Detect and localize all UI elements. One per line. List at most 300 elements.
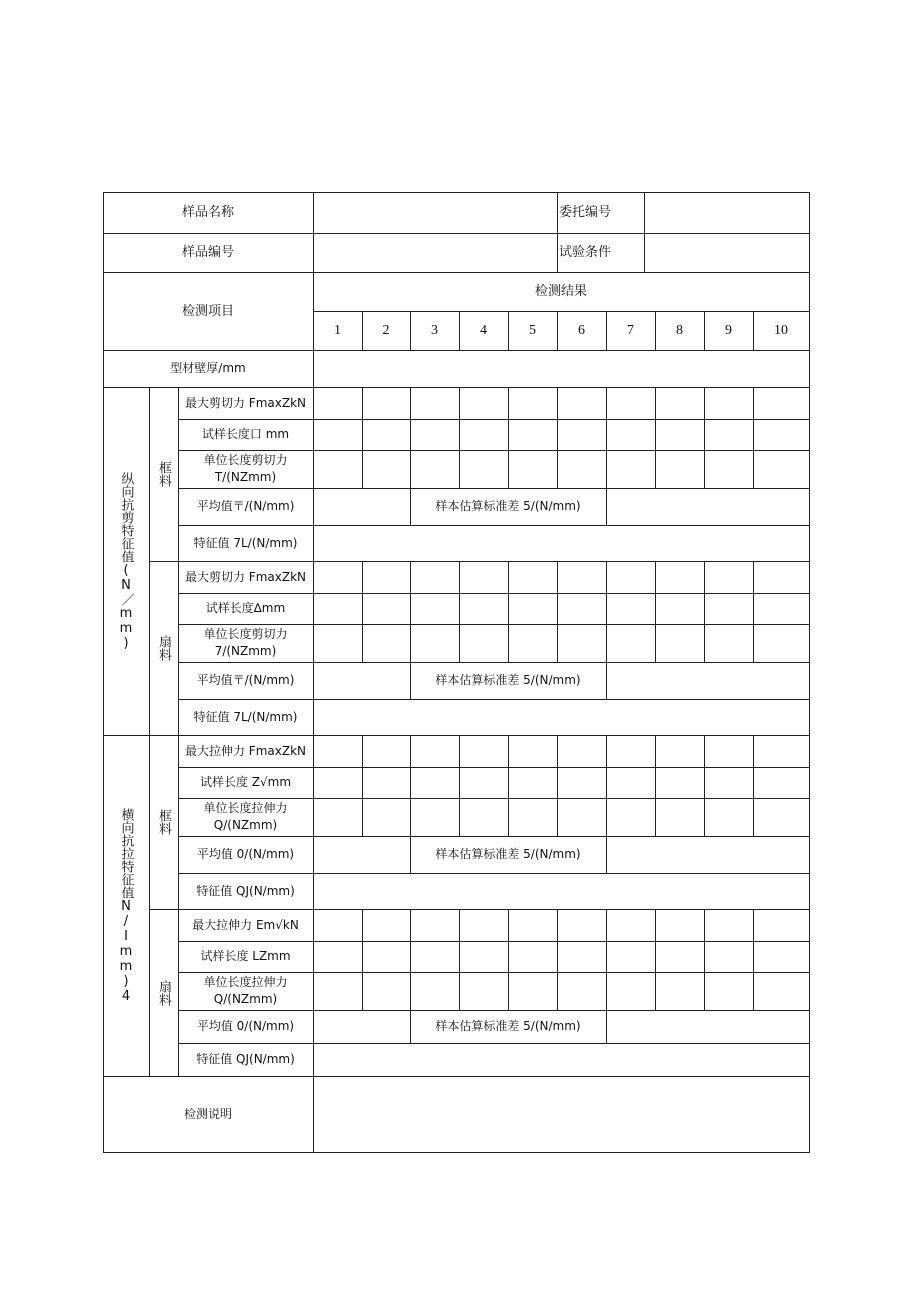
trans-sash-result-cell[interactable] [459, 909, 508, 941]
trans-frame-length-label [178, 767, 313, 798]
sample-no-label-text: 样品编号 [181, 245, 234, 260]
long-frame-length-label [178, 419, 313, 450]
longitudinal-section-label-text: 纵向抗剪特征值(N／mm) [118, 471, 134, 651]
table-rule [557, 192, 558, 273]
table-rule [606, 662, 607, 700]
long-frame-unit-force-text: 单位长度剪切力 [203, 453, 288, 467]
table-rule [606, 909, 607, 1011]
trans-frame-result-cell[interactable] [508, 735, 557, 767]
trans-sash-result-cell[interactable] [410, 972, 459, 1010]
thickness-label [103, 350, 313, 387]
long-sash-result-cell[interactable] [459, 624, 508, 662]
long-sash-result-cell[interactable] [362, 561, 410, 593]
result-column-number [704, 311, 753, 350]
table-rule [655, 311, 656, 351]
long-sash-result-cell[interactable] [508, 561, 557, 593]
table-rule [103, 1152, 810, 1153]
trans-frame-std-dev-label [410, 836, 606, 873]
table-rule [809, 192, 810, 1153]
long-sash-unit-force-label [178, 624, 313, 662]
long-sash-result-cell[interactable] [459, 593, 508, 624]
long-sash-result-cell[interactable] [753, 624, 809, 662]
trans-frame-result-cell[interactable] [362, 767, 410, 798]
table-rule [606, 488, 607, 526]
table-rule [178, 450, 810, 451]
trans-sash-unit-force-text: Q/(NZmm) [213, 992, 278, 1006]
entrust-no-field[interactable] [644, 192, 809, 233]
table-rule [459, 909, 460, 1011]
trans-frame-result-cell[interactable] [606, 798, 655, 836]
table-rule [704, 561, 705, 663]
table-rule [178, 941, 810, 942]
long-sash-result-cell[interactable] [704, 624, 753, 662]
long-frame-result-cell[interactable] [606, 419, 655, 450]
table-rule [178, 387, 179, 1077]
result-column-number-text: 3 [431, 323, 438, 338]
table-rule [103, 233, 810, 234]
long-sash-result-cell[interactable] [313, 624, 362, 662]
long-sash-result-cell[interactable] [557, 561, 606, 593]
result-column-number [655, 311, 704, 350]
trans-frame-result-cell[interactable] [753, 767, 809, 798]
table-rule [313, 311, 810, 312]
long-frame-result-cell[interactable] [753, 387, 809, 419]
table-rule [103, 192, 810, 193]
table-rule [606, 311, 607, 351]
trans-frame-result-cell[interactable] [655, 798, 704, 836]
long-frame-result-cell[interactable] [313, 387, 362, 419]
trans-frame-characteristic-label-text: 特征值 QJ(N∕mm) [196, 883, 295, 898]
trans-frame-result-cell[interactable] [459, 767, 508, 798]
long-sash-unit-force-text: 7/(NZmm) [214, 644, 277, 658]
result-column-number-text: 6 [578, 323, 585, 338]
table-rule [410, 488, 411, 526]
table-rule [655, 561, 656, 663]
table-rule [704, 909, 705, 1011]
long-sash-result-cell[interactable] [704, 561, 753, 593]
long-sash-average-label-text: 平均值〒/(N∕mm) [196, 673, 295, 687]
trans-sash-std-dev-label [410, 1010, 606, 1043]
trans-sash-average-field[interactable] [313, 1010, 410, 1043]
long-frame-result-cell[interactable] [655, 387, 704, 419]
long-sash-result-cell[interactable] [606, 561, 655, 593]
table-rule [704, 387, 705, 489]
table-rule [103, 192, 104, 1153]
trans-sash-group-label [149, 909, 178, 1076]
trans-frame-average-label [178, 836, 313, 873]
table-rule [178, 836, 810, 837]
long-sash-result-cell[interactable] [459, 561, 508, 593]
trans-frame-result-cell[interactable] [508, 798, 557, 836]
long-frame-result-cell[interactable] [313, 419, 362, 450]
trans-sash-result-cell[interactable] [704, 909, 753, 941]
table-rule [362, 735, 363, 837]
result-column-number [362, 311, 410, 350]
table-rule [410, 387, 411, 489]
sample-name-label-text: 样品名称 [181, 205, 234, 220]
trans-frame-result-cell[interactable] [704, 767, 753, 798]
trans-frame-characteristic-label [178, 873, 313, 909]
long-frame-average-field[interactable] [313, 488, 410, 525]
table-rule [178, 624, 810, 625]
table-rule [362, 311, 363, 351]
table-rule [704, 311, 705, 351]
table-rule [410, 909, 411, 1011]
long-sash-result-cell[interactable] [313, 561, 362, 593]
table-rule [459, 387, 460, 489]
test-condition-field[interactable] [644, 233, 809, 272]
trans-sash-result-cell[interactable] [557, 941, 606, 972]
table-rule [459, 735, 460, 837]
transverse-section-label [103, 735, 149, 1076]
long-frame-result-cell[interactable] [704, 450, 753, 488]
long-frame-length-label-text: 试样长度口 mm [201, 427, 290, 441]
trans-sash-result-cell[interactable] [362, 972, 410, 1010]
long-sash-average-field[interactable] [313, 662, 410, 699]
transverse-section-label-text: 横向抗拉特征值N/Imm)4 [118, 807, 134, 1004]
long-sash-std-dev-field[interactable] [606, 662, 809, 699]
long-sash-group-label-text: 扇料 [156, 635, 171, 661]
table-rule [753, 387, 754, 489]
long-frame-characteristic-label-text: 特征值 7L∕(N∕mm) [193, 535, 298, 550]
trans-frame-unit-force-text: 单位长度拉伸力 [203, 801, 288, 815]
trans-sash-std-dev-field[interactable] [606, 1010, 809, 1043]
long-sash-result-cell[interactable] [410, 561, 459, 593]
notes-field[interactable] [313, 1076, 809, 1152]
table-rule [459, 311, 460, 351]
trans-frame-max-force-label-text: 最大拉伸力 FmaxZkN [184, 743, 306, 758]
result-column-number-text: 4 [480, 323, 487, 338]
trans-sash-average-label-text: 平均值 0∕(N∕mm) [196, 1019, 295, 1033]
table-rule [178, 798, 810, 799]
trans-sash-result-cell[interactable] [459, 972, 508, 1010]
long-sash-max-force-label-text: 最大剪切力 FmaxZkN [184, 569, 306, 584]
trans-sash-result-cell[interactable] [362, 941, 410, 972]
table-rule [178, 972, 810, 973]
long-sash-result-cell[interactable] [362, 593, 410, 624]
trans-sash-result-cell[interactable] [753, 941, 809, 972]
trans-frame-group-label-text: 框料 [156, 809, 171, 835]
trans-sash-result-cell[interactable] [704, 972, 753, 1010]
long-frame-result-cell[interactable] [655, 450, 704, 488]
trans-frame-result-cell[interactable] [362, 735, 410, 767]
long-frame-result-cell[interactable] [508, 450, 557, 488]
table-rule [508, 735, 509, 837]
long-sash-length-label-text: 试样长度∆mm [205, 601, 286, 615]
test-record-table [103, 192, 809, 1152]
trans-frame-average-field[interactable] [313, 836, 410, 873]
long-frame-result-cell[interactable] [362, 450, 410, 488]
table-rule [149, 561, 810, 562]
trans-frame-std-dev-label-text: 样本估算标准差 5∕(N∕mm) [435, 847, 581, 861]
test-condition-label [557, 233, 644, 272]
table-rule [508, 561, 509, 663]
trans-sash-result-cell[interactable] [655, 972, 704, 1010]
long-frame-max-force-label [178, 387, 313, 419]
table-rule [753, 909, 754, 1011]
long-frame-result-cell[interactable] [557, 450, 606, 488]
long-frame-result-cell[interactable] [704, 387, 753, 419]
long-frame-result-cell[interactable] [459, 450, 508, 488]
trans-sash-result-cell[interactable] [313, 909, 362, 941]
long-sash-result-cell[interactable] [655, 593, 704, 624]
table-rule [103, 272, 810, 273]
trans-sash-result-cell[interactable] [655, 909, 704, 941]
table-rule [606, 387, 607, 489]
trans-sash-result-cell[interactable] [313, 941, 362, 972]
trans-sash-result-cell[interactable] [606, 972, 655, 1010]
table-rule [178, 525, 810, 526]
long-sash-result-cell[interactable] [410, 624, 459, 662]
long-sash-result-cell[interactable] [655, 624, 704, 662]
table-rule [606, 836, 607, 874]
test-item-label-text: 检测项目 [181, 303, 234, 319]
long-sash-result-cell[interactable] [606, 593, 655, 624]
trans-frame-result-cell[interactable] [410, 798, 459, 836]
long-frame-max-force-label-text: 最大剪切力 FmaxZkN [184, 395, 306, 410]
result-column-number-text: 2 [382, 323, 390, 338]
long-frame-unit-force-label [178, 450, 313, 488]
table-rule [149, 909, 810, 910]
thickness-label-text: 型材壁厚∕mm [170, 361, 246, 375]
result-column-number [557, 311, 606, 350]
table-rule [410, 561, 411, 663]
long-sash-result-cell[interactable] [753, 561, 809, 593]
long-frame-characteristic-field[interactable] [313, 525, 809, 561]
table-rule [655, 735, 656, 837]
table-rule [655, 909, 656, 1011]
trans-frame-result-cell[interactable] [313, 735, 362, 767]
trans-frame-result-cell[interactable] [459, 735, 508, 767]
trans-frame-result-cell[interactable] [557, 735, 606, 767]
table-rule [557, 735, 558, 837]
long-frame-std-dev-field[interactable] [606, 488, 809, 525]
trans-frame-result-cell[interactable] [655, 767, 704, 798]
test-condition-label-text: 试验条件 [559, 245, 612, 260]
table-rule [557, 387, 558, 489]
trans-frame-length-label-text: 试样长度 Z√mm [199, 775, 292, 789]
trans-frame-result-cell[interactable] [557, 798, 606, 836]
trans-sash-result-cell[interactable] [606, 909, 655, 941]
entrust-no-label [557, 192, 644, 233]
table-rule [557, 561, 558, 663]
trans-sash-result-cell[interactable] [557, 972, 606, 1010]
trans-sash-result-cell[interactable] [655, 941, 704, 972]
longitudinal-section-label [103, 387, 149, 735]
long-sash-max-force-label [178, 561, 313, 593]
notes-label [103, 1076, 313, 1152]
trans-sash-average-label [178, 1010, 313, 1043]
trans-frame-unit-force-label [178, 798, 313, 836]
long-frame-result-cell[interactable] [557, 419, 606, 450]
trans-sash-result-cell[interactable] [459, 941, 508, 972]
long-frame-result-cell[interactable] [557, 387, 606, 419]
sample-name-label [103, 192, 313, 233]
test-item-label [103, 272, 313, 350]
trans-sash-result-cell[interactable] [410, 909, 459, 941]
table-rule [410, 311, 411, 351]
long-sash-result-cell[interactable] [655, 561, 704, 593]
trans-frame-std-dev-field[interactable] [606, 836, 809, 873]
trans-sash-length-label [178, 941, 313, 972]
long-frame-result-cell[interactable] [362, 387, 410, 419]
long-frame-result-cell[interactable] [459, 419, 508, 450]
table-rule [178, 1010, 810, 1011]
long-frame-result-cell[interactable] [410, 419, 459, 450]
table-rule [178, 699, 810, 700]
long-frame-group-label-text: 框料 [156, 461, 171, 487]
table-rule [508, 387, 509, 489]
trans-frame-result-cell[interactable] [753, 798, 809, 836]
trans-frame-result-cell[interactable] [704, 735, 753, 767]
long-frame-result-cell[interactable] [508, 387, 557, 419]
long-frame-average-label [178, 488, 313, 525]
long-sash-unit-force-text: 单位长度剪切力 [203, 627, 288, 641]
long-frame-result-cell[interactable] [508, 419, 557, 450]
trans-sash-unit-force-text: 单位长度拉伸力 [203, 975, 288, 989]
table-rule [459, 561, 460, 663]
result-column-number-text: 8 [676, 323, 683, 338]
table-rule [178, 593, 810, 594]
result-column-number-text: 10 [774, 323, 788, 338]
trans-frame-result-cell[interactable] [753, 735, 809, 767]
trans-frame-result-cell[interactable] [459, 798, 508, 836]
trans-frame-result-cell[interactable] [606, 767, 655, 798]
long-sash-std-dev-label-text: 样本估算标准差 5∕(N∕mm) [435, 673, 581, 687]
result-column-number-text: 9 [725, 323, 732, 338]
long-sash-result-cell[interactable] [410, 593, 459, 624]
trans-frame-result-cell[interactable] [313, 767, 362, 798]
long-frame-unit-force-text: T/(NZmm) [214, 470, 277, 484]
table-rule [753, 561, 754, 663]
long-frame-result-cell[interactable] [313, 450, 362, 488]
sample-name-field[interactable] [313, 192, 557, 233]
table-rule [704, 735, 705, 837]
result-column-number [410, 311, 459, 350]
table-rule [178, 419, 810, 420]
trans-frame-result-cell[interactable] [606, 735, 655, 767]
trans-frame-result-cell[interactable] [704, 798, 753, 836]
long-sash-result-cell[interactable] [557, 624, 606, 662]
table-rule [410, 1010, 411, 1044]
thickness-field[interactable] [313, 350, 809, 387]
long-sash-result-cell[interactable] [753, 593, 809, 624]
trans-sash-result-cell[interactable] [410, 941, 459, 972]
long-frame-result-cell[interactable] [410, 450, 459, 488]
trans-frame-result-cell[interactable] [508, 767, 557, 798]
sample-no-field[interactable] [313, 233, 557, 272]
trans-sash-result-cell[interactable] [508, 972, 557, 1010]
table-rule [557, 311, 558, 351]
long-frame-result-cell[interactable] [362, 419, 410, 450]
trans-frame-result-cell[interactable] [557, 767, 606, 798]
long-frame-result-cell[interactable] [410, 387, 459, 419]
result-column-number [508, 311, 557, 350]
table-rule [178, 662, 810, 663]
long-frame-result-cell[interactable] [606, 450, 655, 488]
table-rule [410, 662, 411, 700]
trans-sash-characteristic-label [178, 1043, 313, 1076]
trans-sash-result-cell[interactable] [362, 909, 410, 941]
long-frame-std-dev-label [410, 488, 606, 525]
long-sash-result-cell[interactable] [606, 624, 655, 662]
notes-label-text: 检测说明 [183, 1106, 232, 1121]
long-sash-average-label [178, 662, 313, 699]
long-sash-result-cell[interactable] [557, 593, 606, 624]
table-rule [313, 192, 314, 1153]
trans-frame-result-cell[interactable] [410, 767, 459, 798]
table-rule [178, 488, 810, 489]
long-frame-result-cell[interactable] [606, 387, 655, 419]
table-rule [508, 909, 509, 1011]
trans-frame-characteristic-field[interactable] [313, 873, 809, 909]
trans-sash-std-dev-label-text: 样本估算标准差 5∕(N∕mm) [435, 1019, 581, 1033]
trans-frame-result-cell[interactable] [655, 735, 704, 767]
table-rule [362, 387, 363, 489]
long-sash-length-label [178, 593, 313, 624]
test-result-label-text: 检测结果 [534, 284, 587, 299]
test-result-label [313, 272, 809, 311]
table-rule [557, 909, 558, 1011]
long-sash-result-cell[interactable] [362, 624, 410, 662]
long-frame-result-cell[interactable] [655, 419, 704, 450]
trans-sash-max-force-label [178, 909, 313, 941]
long-sash-result-cell[interactable] [508, 624, 557, 662]
long-sash-result-cell[interactable] [704, 593, 753, 624]
result-column-number [753, 311, 809, 350]
table-rule [178, 767, 810, 768]
trans-sash-group-label-text: 扇料 [156, 979, 171, 1006]
table-rule [410, 735, 411, 837]
trans-frame-result-cell[interactable] [313, 798, 362, 836]
long-frame-result-cell[interactable] [753, 419, 809, 450]
trans-sash-result-cell[interactable] [606, 941, 655, 972]
trans-sash-result-cell[interactable] [557, 909, 606, 941]
table-rule [606, 561, 607, 663]
trans-frame-result-cell[interactable] [362, 798, 410, 836]
table-rule [149, 387, 150, 1077]
trans-sash-result-cell[interactable] [753, 909, 809, 941]
result-column-number-text: 1 [334, 323, 341, 338]
table-rule [362, 909, 363, 1011]
trans-sash-result-cell[interactable] [704, 941, 753, 972]
trans-frame-result-cell[interactable] [410, 735, 459, 767]
trans-sash-result-cell[interactable] [753, 972, 809, 1010]
result-column-number-text: 7 [627, 323, 634, 338]
trans-sash-characteristic-field[interactable] [313, 1043, 809, 1076]
long-sash-result-cell[interactable] [313, 593, 362, 624]
trans-sash-result-cell[interactable] [313, 972, 362, 1010]
long-frame-result-cell[interactable] [459, 387, 508, 419]
long-sash-characteristic-field[interactable] [313, 699, 809, 735]
long-frame-result-cell[interactable] [753, 450, 809, 488]
table-rule [644, 192, 645, 273]
long-frame-group-label [149, 387, 178, 561]
long-sash-result-cell[interactable] [508, 593, 557, 624]
trans-sash-characteristic-label-text: 特征值 QJ(N∕mm) [196, 1052, 295, 1066]
table-rule [753, 311, 754, 351]
result-column-number [459, 311, 508, 350]
table-rule [362, 561, 363, 663]
table-rule [606, 1010, 607, 1044]
trans-frame-group-label [149, 735, 178, 909]
long-frame-result-cell[interactable] [704, 419, 753, 450]
table-rule [410, 836, 411, 874]
trans-frame-average-label-text: 平均值 0∕(N∕mm) [196, 847, 295, 861]
long-frame-characteristic-label [178, 525, 313, 561]
trans-sash-result-cell[interactable] [508, 941, 557, 972]
trans-sash-result-cell[interactable] [508, 909, 557, 941]
